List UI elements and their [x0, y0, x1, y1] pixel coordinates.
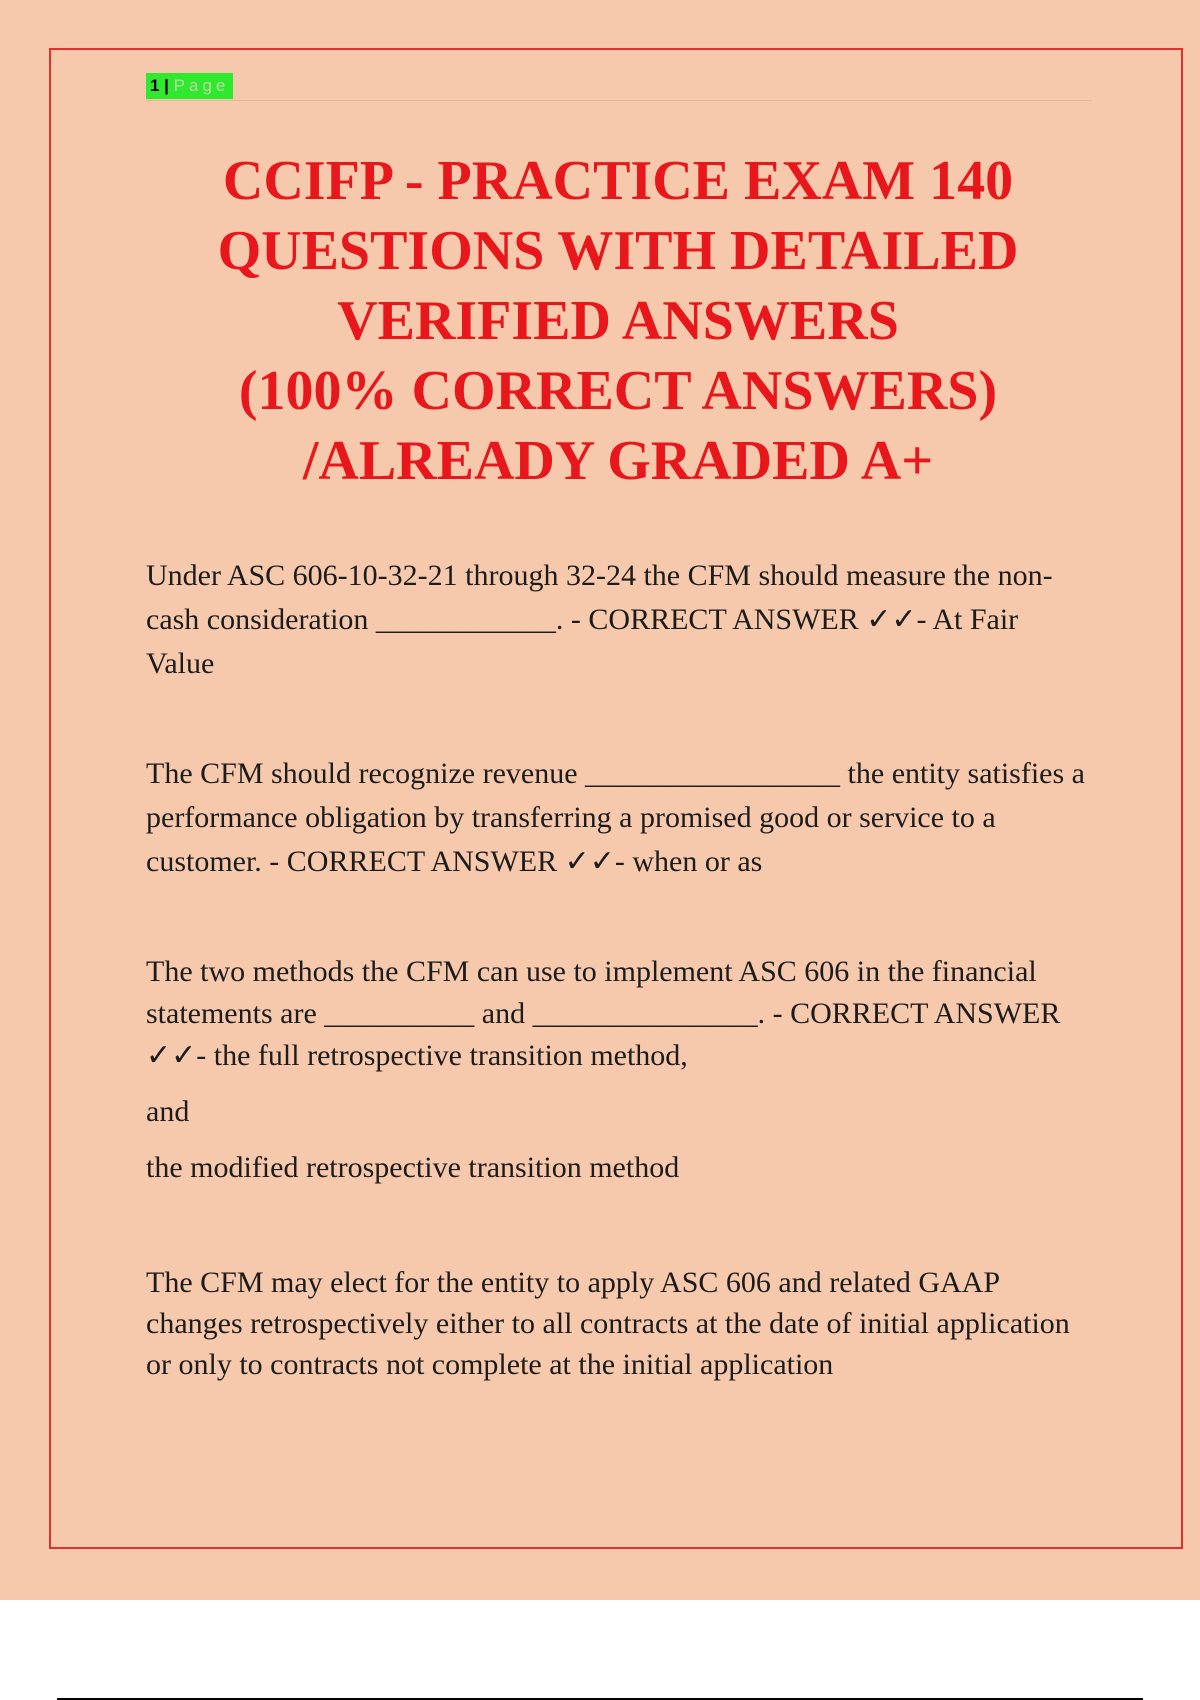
title-line: QUESTIONS WITH DETAILED: [217, 220, 1019, 282]
question-text: The CFM should recognize revenue _________________ the entity satisfies a performance obligation by transferring a promised good or service to a customer. - CORRECT ANSWER ✓✓- when or as: [146, 757, 1085, 878]
answer-continuation: and: [146, 1095, 190, 1128]
page-number-value: 1 |: [150, 76, 174, 95]
page-label: Page: [173, 76, 230, 95]
question-block: [146, 752, 1086, 884]
question-block: [146, 1262, 1086, 1385]
title-line: (100% CORRECT ANSWERS): [238, 360, 998, 422]
question-block: [146, 554, 1086, 686]
document-title: [120, 146, 1116, 496]
answer-continuation: the modified retrospective transition method: [146, 1151, 680, 1184]
page-number: [146, 73, 233, 99]
question-block: [146, 951, 1086, 1189]
page-header: [146, 73, 1092, 101]
title-line: /ALREADY GRADED A+: [302, 430, 934, 492]
question-text: The two methods the CFM can use to implement ASC 606 in the financial statements are __________ and _______________. - CORRECT ANSWER ✓✓- the full retrospective transition method,: [146, 955, 1061, 1072]
title-line: CCIFP - PRACTICE EXAM 140: [222, 150, 1014, 212]
title-line: VERIFIED ANSWERS: [337, 290, 899, 352]
question-text: Under ASC 606-10-32-21 through 32-24 the CFM should measure the non-cash consideration ____________. - CORRECT ANSWER ✓✓- At Fair Value: [146, 559, 1053, 680]
question-text: The CFM may elect for the entity to apply ASC 606 and related GAAP changes retrospectively either to all contracts at the date of initial application or only to contracts not complete at the initial application: [146, 1266, 1070, 1381]
